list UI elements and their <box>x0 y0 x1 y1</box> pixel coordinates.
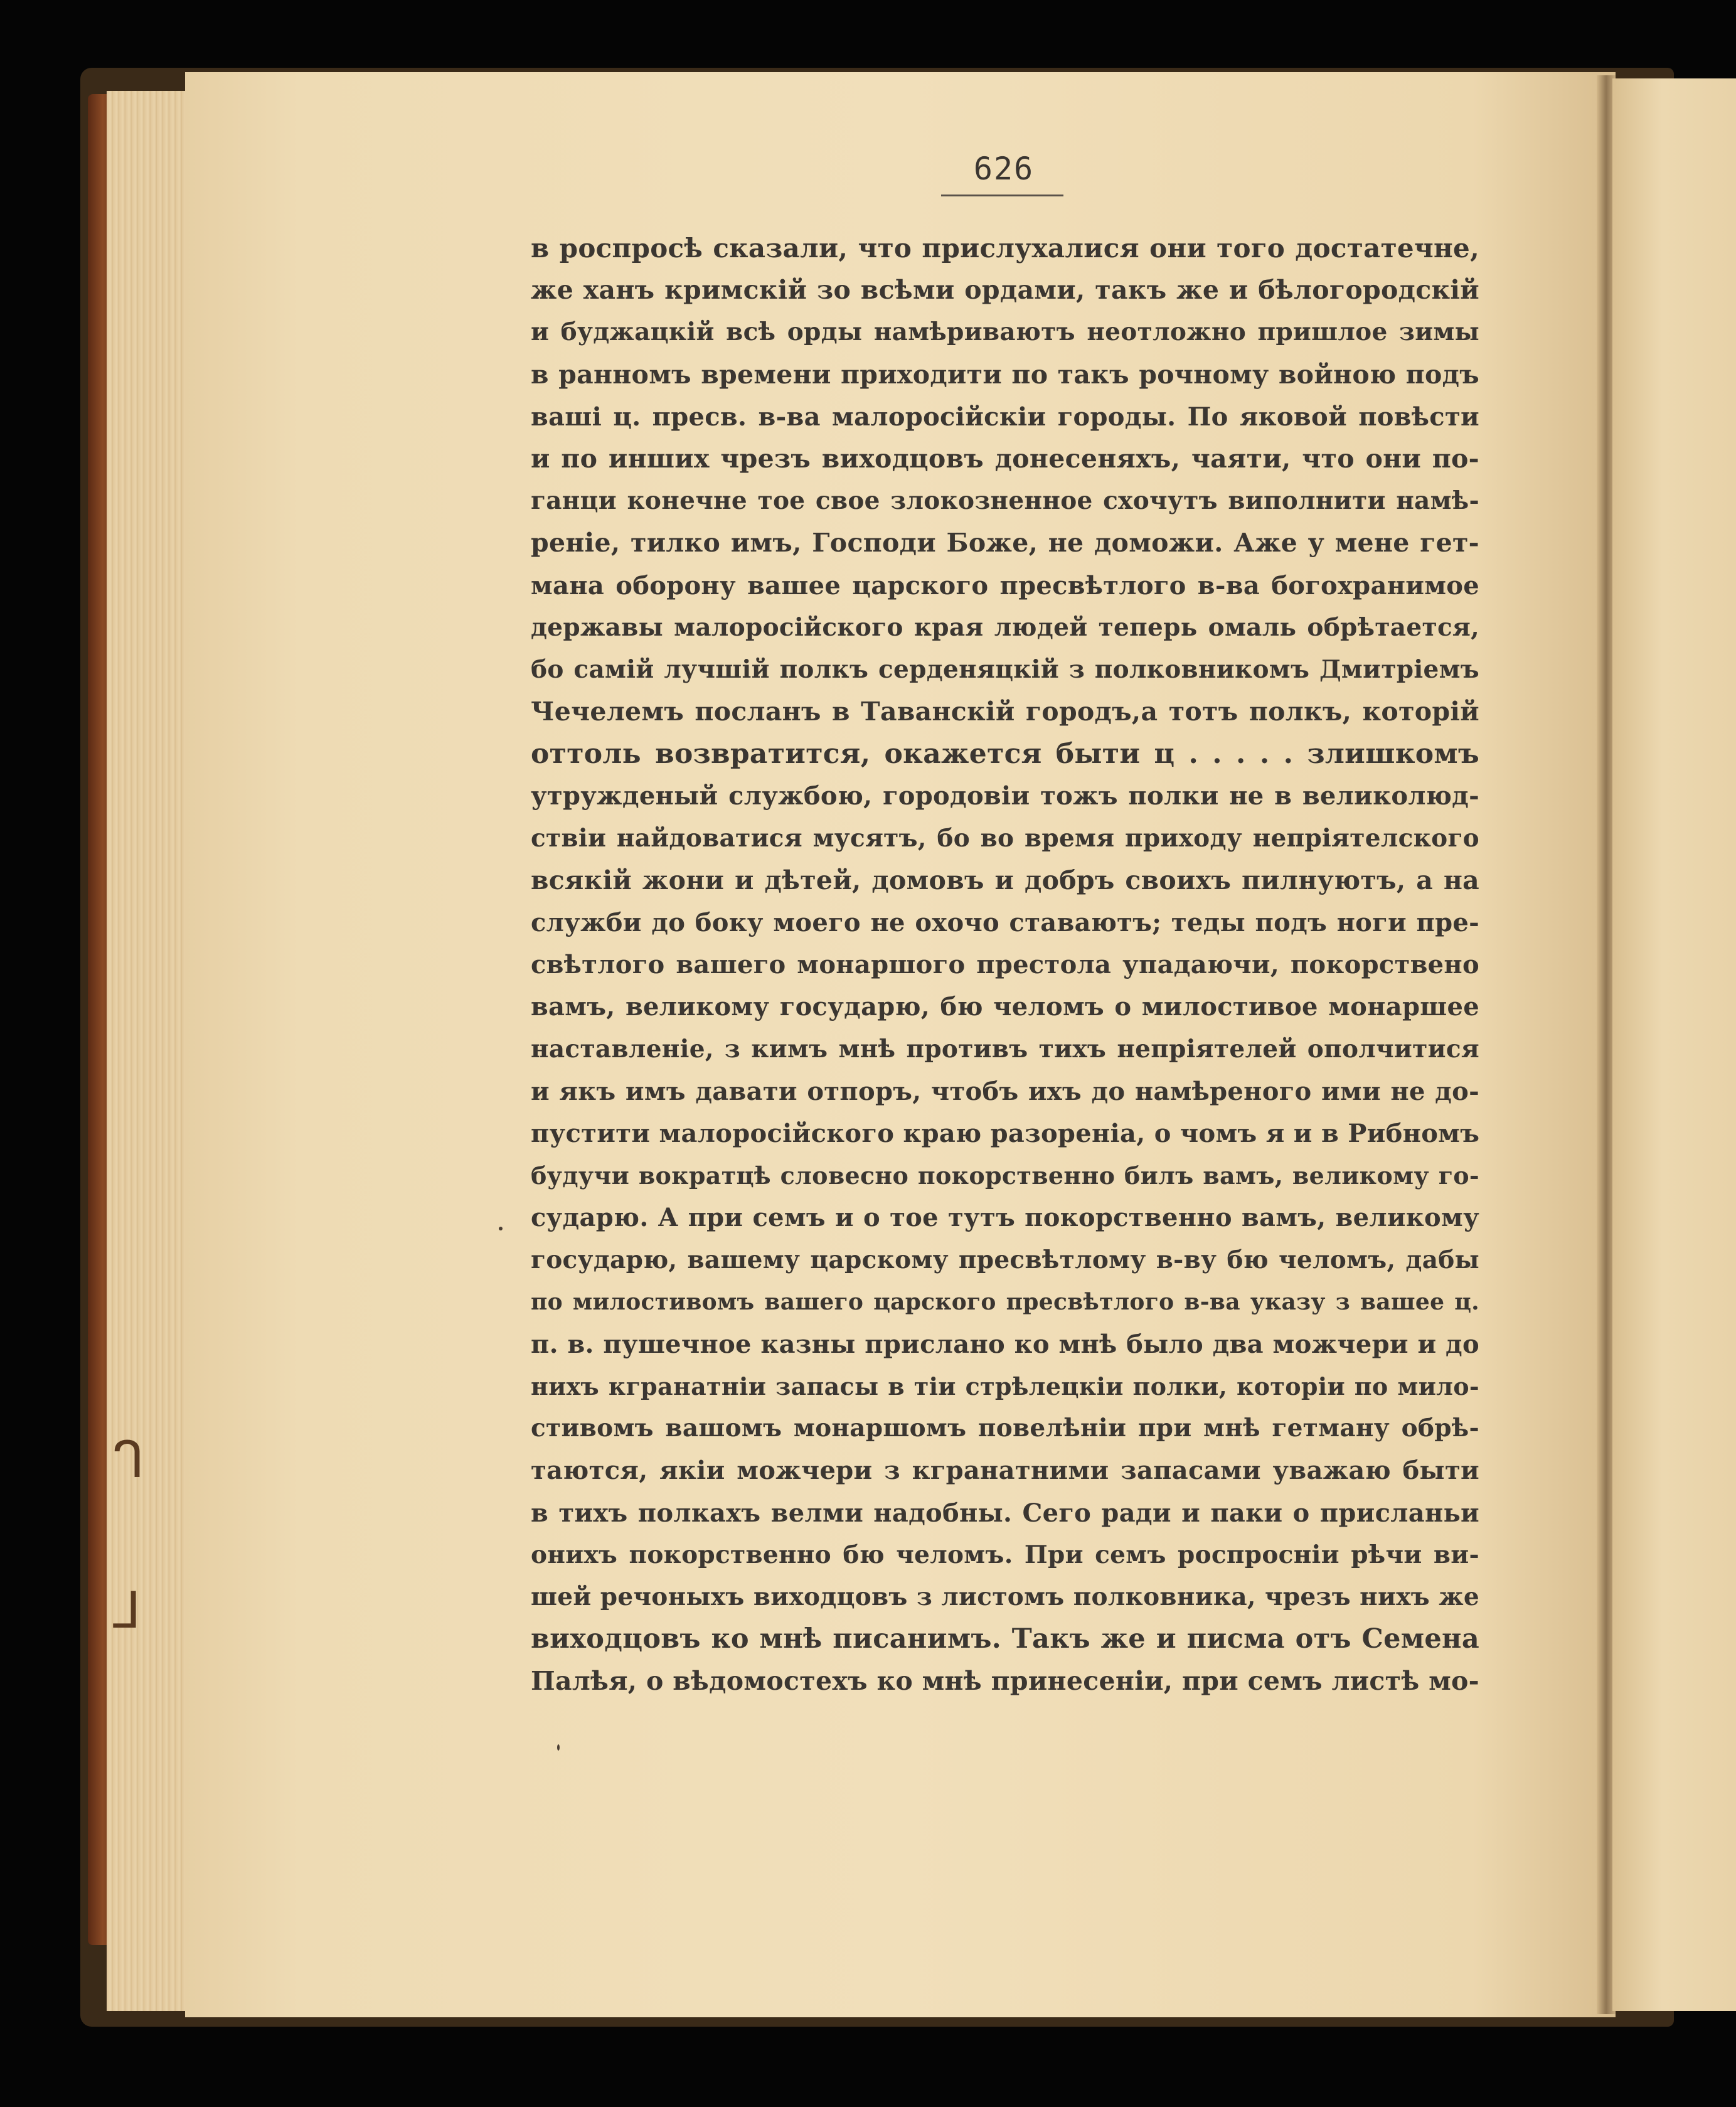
text-line: служби до боку моего не охочо ставаютъ; теды подъ ноги пре- <box>531 908 1479 937</box>
ink-speck <box>499 1227 503 1230</box>
text-line: Палѣя, о вѣдомостехъ ко мнѣ принесеніи, при семъ листѣ мо- <box>531 1666 1479 1697</box>
text-line: и якъ имъ давати отпоръ, чтобъ ихъ до намѣреного ими не до- <box>531 1076 1479 1106</box>
text-line: ствіи найдоватися мусятъ, бо во время приходу непріятелского <box>531 823 1479 853</box>
text-line: оттоль возвратится, окажется быти ц . . . . . злишкомъ <box>531 738 1479 771</box>
text-line: и по инших чрезъ виходцовъ донесеняхъ, чаяти, что они по- <box>531 443 1479 474</box>
text-line: стивомъ вашомъ монаршомъ повелѣніи при мнѣ гетману обрѣ- <box>531 1414 1479 1443</box>
text-line: вамъ, великому государю, бю челомъ о милостивое монаршее <box>531 992 1479 1022</box>
text-line: онихъ покорственно бю челомъ. При семъ роспросніи рѣчи ви- <box>531 1540 1479 1569</box>
margin-mark: ᒉ <box>113 1431 145 1489</box>
margin-mark: ⅃ <box>113 1581 141 1640</box>
text-line: державы малоросійского края людей теперь омаль обрѣтается, <box>531 612 1479 642</box>
text-line: в ранномъ времени приходити по такъ рочному войною подъ <box>531 359 1479 390</box>
text-line: мана оборону вашее царского пресвѣтлого в-ва богохранимое <box>531 570 1479 600</box>
text-line: пустити малоросійского краю разореніа, о чомъ я и в Рибномъ <box>531 1118 1479 1148</box>
text-line: сударю. А при семъ и о тое тутъ покорственно вамъ, великому <box>531 1203 1479 1233</box>
text-line: в роспросѣ сказали, что прислухалися они того достатечне, <box>531 233 1479 264</box>
text-line: и буджацкій всѣ орды намѣриваютъ неотложно пришлое зимы <box>531 317 1479 347</box>
page-number: 626 <box>973 151 1035 187</box>
text-line: шей речоныхъ виходцовъ з листомъ полковника, чрезъ нихъ же <box>531 1582 1479 1611</box>
text-line: свѣтлого вашего монаршого престола упадаючи, покорствено <box>531 950 1479 980</box>
page-number-rule <box>941 195 1063 196</box>
text-line: государю, вашему царскому пресвѣтлому в-ву бю челомъ, дабы <box>531 1245 1479 1274</box>
text-line: бо самій лучшій полкъ серденяцкій з полковникомъ Дмитріемъ <box>531 654 1479 684</box>
right-page-edge <box>1612 78 1736 2011</box>
text-line: вашi ц. пресв. в-ва малоросійскіи городы. По яковой повѣсти <box>531 402 1479 432</box>
text-line: виходцовъ ко мнѣ писанимъ. Такъ же и писма отъ Семена <box>531 1623 1479 1655</box>
text-line: утружденый службою, городовіи тожъ полки не в великолюд- <box>531 781 1479 811</box>
text-line: всякій жони и дѣтей, домовъ и добръ своихъ пилнуютъ, а на <box>531 865 1479 895</box>
text-line: в тихъ полкахъ велми надобны. Сего ради и паки о присланьи <box>531 1498 1479 1528</box>
text-line: наставленіе, з кимъ мнѣ противъ тихъ непріятелей ополчитися <box>531 1034 1479 1064</box>
ink-speck <box>557 1744 560 1751</box>
text-line: нихъ кгранатніи запасы в тіи стрѣлецкіи полки, которіи по мило- <box>531 1372 1479 1401</box>
text-line: же ханъ кримскій зо всѣми ордами, такъ же и бѣлогородскій <box>531 275 1479 306</box>
body-text <box>531 227 1479 1703</box>
text-line: будучи вократцѣ словесно покорственно билъ вамъ, великому го- <box>531 1161 1479 1190</box>
text-line: реніе, тилко имъ, Господи Боже, не доможи. Аже у мене гет- <box>531 528 1479 558</box>
text-line: п. в. пушечное казны прислано ко мнѣ было два можчери и до <box>531 1329 1479 1359</box>
text-line: Чечелемъ посланъ в Таванскій городъ,а тотъ полкъ, которій <box>531 696 1479 727</box>
text-line: таются, якіи можчери з кгранатними запасами уважаю быти <box>531 1456 1479 1486</box>
text-line: по милостивомъ вашего царского пресвѣтлого в-ва указу з вашее ц. <box>531 1288 1479 1315</box>
text-line: ганци конечне тое свое злокозненное схочутъ виполнити намѣ- <box>531 486 1479 516</box>
